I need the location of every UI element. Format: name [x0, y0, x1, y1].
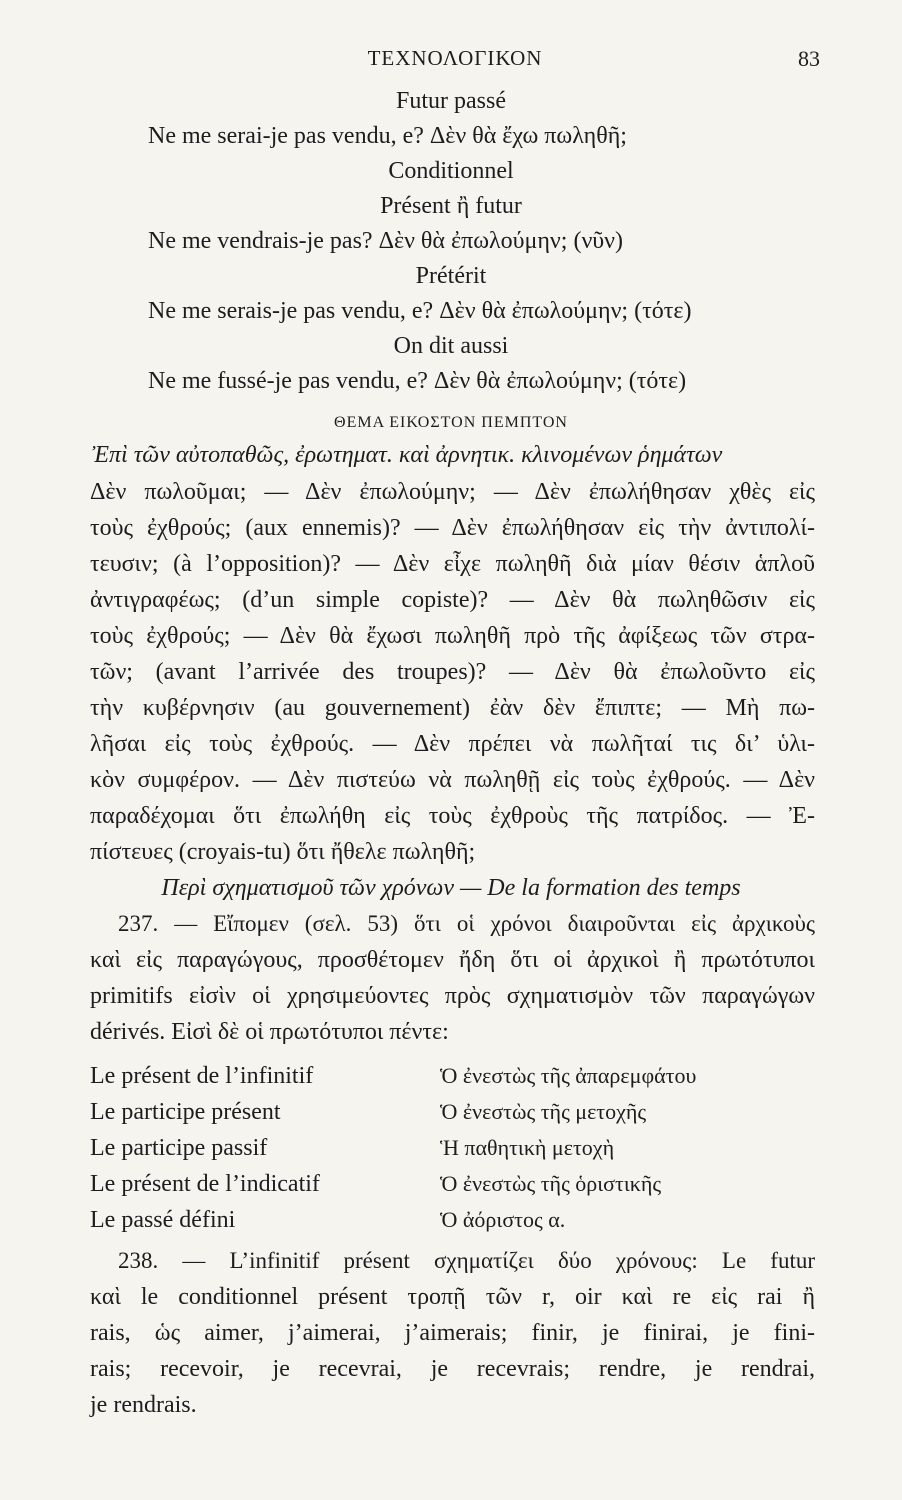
paragraph-237-line: primitifs εἰσὶν οἱ χρησιμεύοντες πρὸς σχηματισμὸν τῶν παραγώγων: [90, 983, 815, 1009]
primitive-fr: Le participe passif: [90, 1135, 268, 1161]
futur-passe-line: Ne me serai-je pas vendu, e? Δὲν θὰ ἔχω πωληθῆ;: [148, 123, 627, 149]
primitive-fr: Le présent de l’indicatif: [90, 1171, 320, 1197]
running-title: ΤΕΧΝΟΛΟΓΙΚΟΝ: [367, 46, 543, 70]
primitive-fr: Le participe présent: [90, 1099, 281, 1125]
theme-line: τοὺς ἐχθρούς; — Δὲν θὰ ἔχωσι πωληθῆ πρὸ τῆς ἀφίξεως τῶν στρα-: [90, 623, 815, 649]
present-futur-title: Présent ἢ futur: [380, 193, 522, 219]
primitive-gr: Ὁ ἀόριστος α.: [440, 1207, 566, 1232]
theme-line: τῶν; (avant l’arrivée des troupes)? — Δὲν θὰ ἐπωλοῦντο εἰς: [90, 659, 815, 685]
theme-title: ΘΕΜΑ ΕΙΚΟΣΤΟΝ ΠΕΜΠΤΟΝ: [334, 414, 568, 431]
theme-line: τοὺς ἐχθρούς; (aux ennemis)? — Δὲν ἐπωλήθησαν εἰς τὴν ἀντιπολί-: [90, 515, 815, 541]
primitive-gr: Ὁ ἐνεστὼς τῆς ἀπαρεμφάτου: [440, 1063, 697, 1088]
theme-line: τευσιν; (à l’opposition)? — Δὲν εἶχε πωληθῆ διὰ μίαν θέσιν ἁπλοῦ: [90, 551, 815, 577]
primitive-fr: Le présent de l’infinitif: [90, 1063, 314, 1089]
paragraph-238-line: rais, ὡς aimer, j’aimerai, j’aimerais; finir, je finirai, je fini-: [90, 1320, 815, 1346]
theme-line: τὴν κυβέρνησιν (au gouvernement) ἐὰν δὲν ἔπιπτε; — Μὴ πω-: [90, 695, 815, 721]
paragraph-238-line: rais; recevoir, je recevrai, je recevrais; rendre, je rendrai,: [90, 1356, 815, 1382]
preterit-line: Ne me serais-je pas vendu, e? Δὲν θὰ ἐπωλούμην; (τότε): [148, 298, 692, 324]
paragraph-238-line: 238. — L’infinitif présent σχηματίζει δύο χρόνους: Le futur: [118, 1248, 815, 1273]
theme-line: λῆσαι εἰς τοὺς ἐχθρούς. — Δὲν πρέπει νὰ πωλῆταί τις δι’ ὑλι-: [90, 731, 815, 757]
theme-line: παραδέχομαι ὅτι ἐπωλήθη εἰς τοὺς ἐχθροὺς τῆς πατρίδος. — Ἐ-: [90, 803, 815, 829]
theme-subtitle: Ἐπὶ τῶν αὐτοπαθῶς, ἐρωτηματ. καὶ ἀρνητικ. κλινομένων ῥημάτων: [92, 442, 723, 468]
fusse-line: Ne me fussé-je pas vendu, e? Δὲν θὰ ἐπωλούμην; (τότε): [148, 368, 687, 394]
primitive-fr: Le passé défini: [90, 1207, 236, 1233]
page-number: 83: [798, 46, 820, 71]
primitive-gr: Ὁ ἐνεστὼς τῆς ὁριστικῆς: [440, 1171, 662, 1196]
conditionnel-title: Conditionnel: [388, 158, 514, 184]
paragraph-237-line: καὶ εἰς παραγώγους, προσθέτομεν ἤδη ὅτι οἱ ἀρχικοὶ ἢ πρωτότυποι: [90, 947, 815, 973]
primitive-gr: Ὁ ἐνεστὼς τῆς μετοχῆς: [440, 1099, 647, 1124]
preterit-title: Prétérit: [415, 263, 487, 289]
theme-line: ἀντιγραφέως; (d’un simple copiste)? — Δὲν θὰ πωληθῶσιν εἰς: [90, 587, 815, 613]
paragraph-238-line: je rendrais.: [90, 1392, 197, 1418]
section-title: Περὶ σχηματισμοῦ τῶν χρόνων — De la formation des temps: [161, 875, 741, 901]
paragraph-237-line: dérivés. Εἰσὶ δὲ οἱ πρωτότυποι πέντε:: [90, 1019, 449, 1045]
primitive-gr: Ἡ παθητικὴ μετοχὴ: [440, 1135, 615, 1160]
theme-line: κὸν συμφέρον. — Δὲν πιστεύω νὰ πωληθῇ εἰς τοὺς ἐχθρούς. — Δὲν: [90, 767, 815, 793]
theme-line: πίστευες (croyais-tu) ὅτι ἤθελε πωληθῆ;: [90, 839, 476, 865]
theme-line: Δὲν πωλοῦμαι; — Δὲν ἐπωλούμην; — Δὲν ἐπωλήθησαν χθὲς εἰς: [90, 479, 815, 505]
paragraph-237-line: 237. — Εἴπομεν (σελ. 53) ὅτι οἱ χρόνοι διαιροῦνται εἰς ἀρχικοὺς: [118, 911, 815, 936]
present-line: Ne me vendrais-je pas? Δὲν θὰ ἐπωλούμην; (νῦν): [148, 228, 624, 254]
futur-passe-title: Futur passé: [396, 88, 506, 114]
paragraph-238-line: καὶ le conditionnel présent τροπῇ τῶν r, oir καὶ re εἰς rai ἢ: [90, 1284, 815, 1310]
on-dit-aussi: On dit aussi: [393, 333, 509, 359]
page-header: [90, 46, 820, 76]
